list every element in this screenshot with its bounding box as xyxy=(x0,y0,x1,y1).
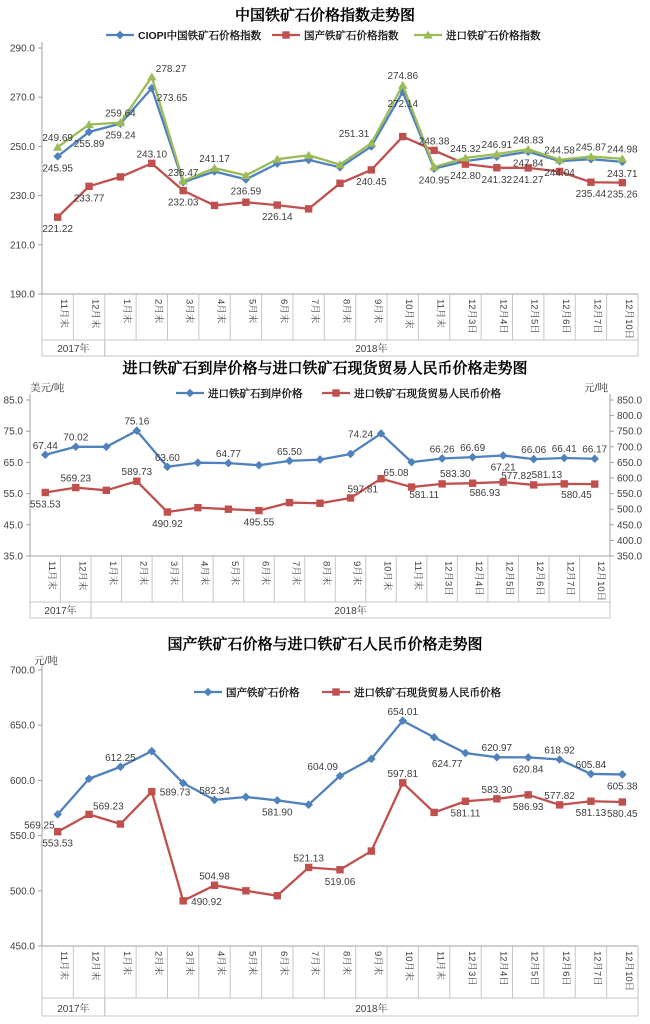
data-label: 490.92 xyxy=(191,896,222,908)
square-marker xyxy=(332,688,339,695)
square-marker xyxy=(242,887,249,894)
data-label: 589.73 xyxy=(121,467,153,479)
data-label: 66.69 xyxy=(460,443,486,455)
x-axis-category-label: 9月末 xyxy=(371,951,383,976)
data-label: 232.03 xyxy=(167,197,199,209)
square-marker xyxy=(211,202,218,209)
data-label: 245.87 xyxy=(575,142,607,154)
data-label: 580.45 xyxy=(561,490,592,502)
x-axis-category-label: 9月末 xyxy=(371,299,383,324)
data-label: 581.11 xyxy=(409,489,440,501)
data-label: 240.95 xyxy=(418,175,450,187)
square-marker xyxy=(336,180,343,187)
data-label: 241.32 xyxy=(481,174,513,186)
x-axis-category-label: 12月10日 xyxy=(622,299,634,340)
y-axis-tick-label: 270.0 xyxy=(9,92,35,104)
legend-label-import-spot-rmb-price: 进口铁矿石现货贸易人民币价格 xyxy=(354,388,501,400)
data-label: 233.77 xyxy=(73,193,105,205)
y-axis-right-tick-label: 550.0 xyxy=(617,489,643,501)
square-marker xyxy=(274,892,281,899)
x-axis-category-label: 3月末 xyxy=(183,299,195,324)
data-label: 244.04 xyxy=(544,168,575,180)
x-axis-category-label: 8月末 xyxy=(340,951,352,976)
x-axis-category-label: 11月末 xyxy=(58,299,70,328)
x-axis-category-label: 2月末 xyxy=(152,951,164,976)
data-label: 245.95 xyxy=(42,163,73,175)
diamond-marker xyxy=(116,31,125,40)
data-label: 64.77 xyxy=(215,449,241,461)
y-axis-tick-label: 210.0 xyxy=(9,240,35,252)
data-label: 580.45 xyxy=(607,808,638,820)
x-axis-category-label: 6月末 xyxy=(277,299,289,324)
y-axis-tick-label: 55.0 xyxy=(3,489,23,501)
data-label: 624.77 xyxy=(431,759,463,771)
data-label: 249.69 xyxy=(42,133,73,145)
data-label: 581.13 xyxy=(575,808,607,820)
left-axis-unit: 元/吨 xyxy=(34,655,58,667)
y-axis-tick-label: 700.0 xyxy=(9,665,35,677)
square-marker xyxy=(399,779,406,786)
square-marker xyxy=(587,179,594,186)
y-axis-right-tick-label: 450.0 xyxy=(617,520,643,532)
import-spot-rmb-price-line xyxy=(45,479,594,512)
legend-label-imported-index: 进口铁矿石价格指数 xyxy=(446,30,541,42)
x-axis-category-label: 12月4日 xyxy=(497,299,509,334)
square-marker xyxy=(462,160,469,167)
square-marker xyxy=(179,897,186,904)
diamond-marker xyxy=(316,455,325,464)
data-label: 490.92 xyxy=(152,519,183,531)
x-axis-category-label: 3月末 xyxy=(183,951,195,976)
data-label: 504.98 xyxy=(199,871,230,883)
import-cif-trend-labels-import-spot-rmb-price xyxy=(30,467,592,530)
y-axis-right-tick-label: 600.0 xyxy=(617,473,643,485)
data-label: 605.38 xyxy=(607,781,638,793)
data-label: 248.38 xyxy=(418,136,450,148)
square-marker xyxy=(211,882,218,889)
x-axis-category-label: 12月4日 xyxy=(473,561,485,596)
x-axis-category-label: 1月末 xyxy=(106,561,118,586)
x-axis-category-label: 1月末 xyxy=(120,951,132,976)
data-label: 221.22 xyxy=(42,224,73,236)
diamond-marker xyxy=(461,749,470,758)
data-label: 75.16 xyxy=(124,416,150,428)
year-group-label: 2017年 xyxy=(57,1004,90,1015)
square-marker xyxy=(430,809,437,816)
x-axis-category-label: 5月末 xyxy=(246,951,258,976)
data-label: 66.41 xyxy=(551,444,577,456)
legend-label-import-spot-rmb-price: 进口铁矿石现货贸易人民币价格 xyxy=(354,687,501,699)
data-label: 246.91 xyxy=(481,140,513,152)
data-label: 604.09 xyxy=(307,761,338,773)
y-axis-right-tick-label: 350.0 xyxy=(617,551,643,563)
data-label: 581.13 xyxy=(531,469,563,481)
data-label: 242.80 xyxy=(450,171,481,183)
x-axis-category-label: 11月末 xyxy=(434,951,446,980)
y-axis-tick-label: 250.0 xyxy=(9,141,35,153)
data-label: 583.30 xyxy=(481,784,513,796)
data-label: 569.23 xyxy=(60,473,92,485)
data-label: 67.44 xyxy=(32,440,58,452)
data-label: 577.82 xyxy=(501,470,532,482)
y-axis-right-tick-label: 400.0 xyxy=(617,535,643,547)
x-axis-category-label: 12月5日 xyxy=(503,561,515,596)
x-axis-category-label: 10月末 xyxy=(381,561,393,591)
year-group-label: 2017年 xyxy=(44,606,77,617)
y-axis-right-tick-label: 700.0 xyxy=(617,442,643,454)
square-marker xyxy=(587,798,594,805)
year-group-label: 2018年 xyxy=(355,344,388,355)
square-marker xyxy=(194,504,201,511)
x-axis-category-label: 4月末 xyxy=(198,561,210,586)
square-marker xyxy=(591,480,598,487)
square-marker xyxy=(462,798,469,805)
data-label: 589.73 xyxy=(159,787,191,799)
data-label: 274.86 xyxy=(387,71,419,83)
year-group-label: 2018年 xyxy=(334,606,367,617)
x-axis-category-label: 4月末 xyxy=(215,951,227,976)
domestic-vs-import-trend-labels-import-spot-rmb-price xyxy=(42,769,638,908)
square-marker xyxy=(85,183,92,190)
diamond-marker xyxy=(242,793,251,802)
square-marker xyxy=(368,166,375,173)
y-axis-tick-label: 600.0 xyxy=(9,775,35,787)
square-marker xyxy=(493,164,500,171)
y-axis-tick-label: 85.0 xyxy=(3,395,23,407)
x-axis-category-label: 12月7日 xyxy=(564,561,576,596)
import-cif-trend-legend xyxy=(176,387,501,400)
square-marker xyxy=(525,791,532,798)
data-label: 247.84 xyxy=(512,158,544,170)
x-axis-category-label: 2月末 xyxy=(152,299,164,324)
x-axis-category-label: 6月末 xyxy=(259,561,271,586)
x-axis-category-label: 7月末 xyxy=(309,951,321,976)
data-label: 241.17 xyxy=(199,154,230,166)
square-marker xyxy=(54,213,61,220)
left-axis-unit: 美元/吨 xyxy=(30,382,65,394)
chart-index-trend xyxy=(0,0,650,358)
data-label: 581.11 xyxy=(450,808,481,820)
data-label: 612.25 xyxy=(105,752,136,764)
y-axis-tick-label: 75.0 xyxy=(3,426,23,438)
square-marker xyxy=(103,487,110,494)
legend-label-import-cif-price: 进口铁矿石到岸价格 xyxy=(208,388,303,400)
square-marker xyxy=(469,480,476,487)
data-label: 245.32 xyxy=(450,143,481,155)
data-label: 248.83 xyxy=(512,135,544,147)
square-marker xyxy=(117,820,124,827)
data-label: 259.64 xyxy=(105,108,136,120)
legend-label-domestic-price: 国产铁矿石价格 xyxy=(226,687,300,699)
y-axis-tick-label: 500.0 xyxy=(9,886,35,898)
data-label: 235.26 xyxy=(607,189,638,201)
data-label: 244.98 xyxy=(607,144,638,156)
data-label: 569.23 xyxy=(93,801,124,813)
x-axis-category-label: 10月末 xyxy=(403,299,415,329)
data-label: 272.14 xyxy=(387,98,419,110)
diamond-marker xyxy=(255,461,264,470)
data-label: 67.21 xyxy=(490,462,516,474)
x-axis-category-label: 12月10日 xyxy=(622,951,634,992)
diamond-marker xyxy=(524,753,533,762)
diamond-marker xyxy=(499,451,508,460)
data-label: 235.44 xyxy=(575,189,607,201)
y-axis-right-tick-label: 800.0 xyxy=(617,411,643,423)
square-marker xyxy=(530,481,537,488)
x-axis-category-label: 12月6日 xyxy=(560,951,572,986)
chart-title-domestic-vs-import-trend: 国产铁矿石价格与进口铁矿石人民币价格走势图 xyxy=(167,636,483,653)
x-axis-category-label: 3月末 xyxy=(167,561,179,586)
x-axis-category-label: 6月末 xyxy=(277,951,289,976)
chart-import-cif-trend xyxy=(0,358,650,632)
data-label: 553.53 xyxy=(29,499,61,511)
x-axis-category-label: 4月末 xyxy=(215,299,227,324)
year-group-label: 2017年 xyxy=(57,344,90,355)
data-label: 226.14 xyxy=(261,212,293,224)
square-marker xyxy=(179,187,186,194)
data-label: 251.31 xyxy=(338,129,370,141)
x-axis-category-label: 12月6日 xyxy=(534,561,546,596)
data-label: 66.17 xyxy=(582,444,608,456)
x-axis-category-label: 12月4日 xyxy=(497,951,509,986)
import-cif-trend-labels-import-cif-price xyxy=(33,417,608,479)
square-marker xyxy=(282,31,289,38)
x-axis-category-label: 11月末 xyxy=(58,951,70,980)
square-marker xyxy=(368,847,375,854)
data-label: 65.50 xyxy=(276,446,302,458)
x-axis-category-label: 8月末 xyxy=(320,561,332,586)
data-label: 65.08 xyxy=(383,468,409,480)
square-marker xyxy=(242,199,249,206)
diamond-marker xyxy=(273,796,282,805)
year-group-label: 2018年 xyxy=(355,1004,388,1015)
square-marker xyxy=(336,866,343,873)
square-marker xyxy=(42,489,49,496)
square-marker xyxy=(399,133,406,140)
diamond-marker xyxy=(102,443,111,452)
square-marker xyxy=(225,506,232,513)
x-axis-category-label: 5月末 xyxy=(228,561,240,586)
square-marker xyxy=(438,480,445,487)
index-trend-legend xyxy=(106,29,541,42)
data-label: 521.13 xyxy=(293,853,324,865)
chart-domestic-vs-import-trend xyxy=(0,632,650,1022)
square-marker xyxy=(148,788,155,795)
data-label: 618.92 xyxy=(544,745,575,757)
right-axis-unit: 元/吨 xyxy=(584,382,608,394)
x-axis-category-label: 12月末 xyxy=(89,951,101,981)
y-axis-tick-label: 35.0 xyxy=(3,551,23,563)
data-label: 654.01 xyxy=(387,706,419,718)
x-axis-category-label: 11月末 xyxy=(412,561,424,590)
square-marker xyxy=(561,480,568,487)
square-marker xyxy=(305,864,312,871)
diamond-marker xyxy=(186,389,195,398)
x-axis-category-label: 12月7日 xyxy=(591,951,603,986)
data-label: 244.58 xyxy=(544,145,575,157)
data-label: 278.27 xyxy=(155,63,187,75)
data-label: 553.53 xyxy=(42,838,73,850)
square-marker xyxy=(54,828,61,835)
square-marker xyxy=(556,801,563,808)
chart-index-trend-svg xyxy=(0,26,650,358)
data-label: 495.55 xyxy=(243,517,275,529)
data-label: 66.26 xyxy=(429,444,455,456)
x-axis-category-label: 9月末 xyxy=(351,561,363,586)
data-label: 255.89 xyxy=(73,138,105,150)
square-marker xyxy=(316,500,323,507)
diamond-marker xyxy=(430,733,439,742)
y-axis-right-tick-label: 650.0 xyxy=(617,457,643,469)
x-axis-category-label: 12月3日 xyxy=(465,951,477,986)
data-label: 259.24 xyxy=(105,130,136,142)
x-axis-category-label: 2月末 xyxy=(137,561,149,586)
y-axis-right-tick-label: 750.0 xyxy=(617,426,643,438)
data-label: 620.97 xyxy=(481,743,513,755)
data-label: 273.65 xyxy=(156,93,188,105)
x-axis-category-label: 12月6日 xyxy=(560,299,572,334)
y-axis-right-tick-label: 850.0 xyxy=(617,395,643,407)
data-label: 605.84 xyxy=(575,759,607,771)
x-axis-category-label: 12月3日 xyxy=(442,561,454,596)
square-marker xyxy=(493,795,500,802)
data-label: 581.90 xyxy=(261,807,293,819)
square-marker xyxy=(286,499,293,506)
square-marker xyxy=(164,508,171,515)
square-marker xyxy=(133,478,140,485)
data-label: 243.71 xyxy=(607,168,638,180)
data-label: 243.10 xyxy=(136,149,168,161)
y-axis-tick-label: 230.0 xyxy=(9,191,35,203)
x-axis-category-label: 5月末 xyxy=(246,299,258,324)
domestic-vs-import-trend-axes xyxy=(10,664,638,1016)
data-label: 519.06 xyxy=(324,876,356,888)
data-label: 582.34 xyxy=(199,785,230,797)
square-marker xyxy=(255,507,262,514)
y-axis-tick-label: 290.0 xyxy=(9,43,35,55)
diamond-marker xyxy=(194,458,203,467)
data-label: 74.24 xyxy=(348,429,374,441)
data-label: 597.81 xyxy=(347,484,379,496)
square-marker xyxy=(72,484,79,491)
square-marker xyxy=(117,173,124,180)
x-axis-category-label: 12月5日 xyxy=(528,951,540,986)
data-label: 66.06 xyxy=(521,445,547,457)
legend-label-domestic-index: 国产铁矿石价格指数 xyxy=(304,30,399,42)
data-label: 236.59 xyxy=(230,186,262,198)
x-axis-category-label: 10月末 xyxy=(403,951,415,981)
data-label: 577.82 xyxy=(544,790,575,802)
diamond-marker xyxy=(618,770,627,779)
chart-import-cif-trend-svg xyxy=(0,378,650,632)
data-label: 586.93 xyxy=(512,801,544,813)
data-label: 70.02 xyxy=(63,432,89,444)
x-axis-category-label: 7月末 xyxy=(289,561,301,586)
x-axis-category-label: 12月7日 xyxy=(591,299,603,334)
chart-title-index-trend: 中国铁矿石价格指数走势图 xyxy=(234,7,415,24)
data-label: 597.81 xyxy=(387,768,419,780)
data-label: 240.45 xyxy=(356,176,387,188)
index-trend-labels-imported-index xyxy=(42,64,638,165)
square-marker xyxy=(430,147,437,154)
square-marker xyxy=(305,205,312,212)
x-axis-category-label: 12月5日 xyxy=(528,299,540,334)
y-axis-tick-label: 65.0 xyxy=(3,457,23,469)
x-axis-category-label: 8月末 xyxy=(340,299,352,324)
x-axis-category-label: 11月末 xyxy=(434,299,446,328)
x-axis-category-label: 11月末 xyxy=(45,561,57,590)
y-axis-tick-label: 550.0 xyxy=(9,831,35,843)
y-axis-tick-label: 650.0 xyxy=(9,720,35,732)
data-label: 569.25 xyxy=(24,820,55,832)
x-axis-category-label: 1月末 xyxy=(120,299,132,324)
chart-title-import-cif-trend: 进口铁矿石到岸价格与进口铁矿石现货贸易人民币价格走势图 xyxy=(122,360,528,377)
diamond-marker xyxy=(204,688,213,697)
square-marker xyxy=(274,201,281,208)
domestic-vs-import-trend-legend xyxy=(194,686,501,699)
square-marker xyxy=(85,811,92,818)
x-axis-category-label: 7月末 xyxy=(309,299,321,324)
square-marker xyxy=(148,160,155,167)
data-label: 241.27 xyxy=(512,174,544,186)
data-label: 63.60 xyxy=(154,452,180,464)
data-label: 620.84 xyxy=(512,764,544,776)
x-axis-category-label: 12月3日 xyxy=(465,299,477,334)
square-marker xyxy=(619,179,626,186)
legend-label-ciopi-index: CIOPI中国铁矿石价格指数 xyxy=(138,30,262,42)
square-marker xyxy=(619,798,626,805)
y-axis-tick-label: 190.0 xyxy=(9,289,35,301)
data-label: 583.30 xyxy=(440,469,471,481)
chart-domestic-vs-import-trend-svg xyxy=(0,654,650,1022)
data-label: 586.93 xyxy=(469,488,501,500)
x-axis-category-label: 12月末 xyxy=(76,561,88,591)
y-axis-tick-label: 450.0 xyxy=(9,941,35,953)
data-label: 235.47 xyxy=(167,168,199,180)
square-marker xyxy=(332,389,339,396)
x-axis-category-label: 12月10日 xyxy=(595,561,607,602)
y-axis-tick-label: 45.0 xyxy=(3,520,23,532)
x-axis-category-label: 12月末 xyxy=(89,299,101,329)
y-axis-right-tick-label: 500.0 xyxy=(617,504,643,516)
